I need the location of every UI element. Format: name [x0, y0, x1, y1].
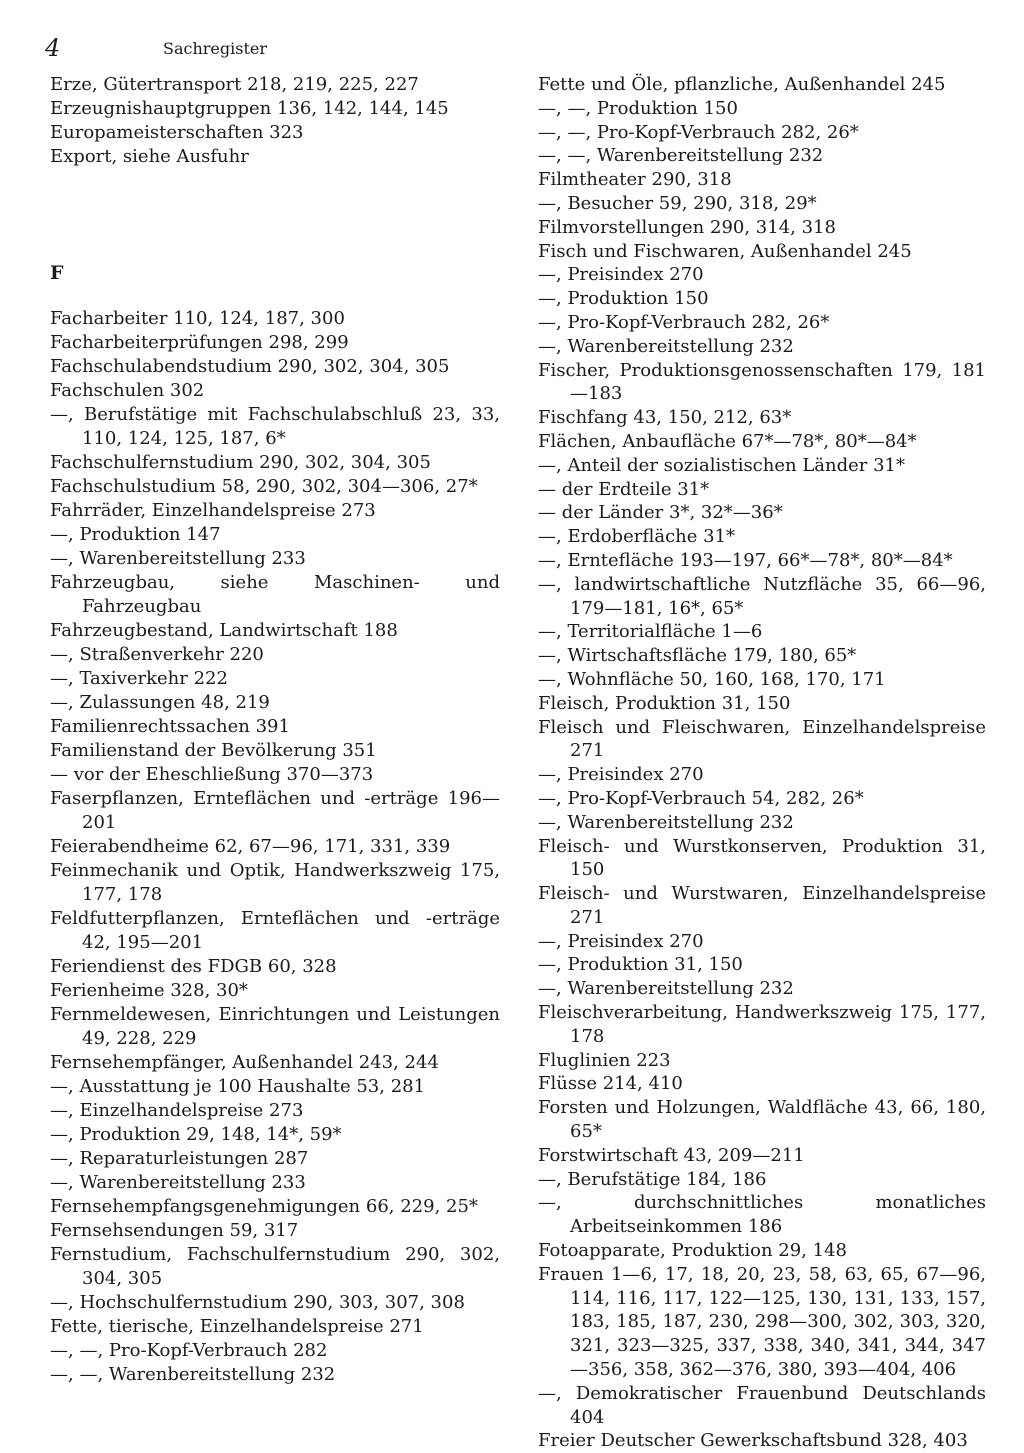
index-entry: Freier Deutscher Gewerkschaftsbund 328, 403	[538, 1430, 968, 1452]
index-entry: —, —, Pro-Kopf-Verbrauch 282, 26*	[538, 121, 859, 143]
index-entry: —, Produktion 31, 150	[538, 954, 743, 976]
index-entry: —, Preisindex 270	[538, 930, 704, 952]
index-entry: Fleischverarbeitung, Handwerkszweig 175, 177, 178	[538, 1002, 986, 1047]
index-entry: Frauen 1—6, 17, 18, 20, 23, 58, 63, 65, 67—96, 114, 116, 117, 122—125, 130, 131, 133, 157, 183, 185, 187, 230, 298—300, 302, 303, 320, 321, 323—325, 337, 338, 340, 341, 344, 347—356, 358, 362—376, 380, 393—404, 406	[538, 1263, 986, 1381]
index-entry: Flächen, Anbaufläche 67*—78*, 80*—84*	[538, 430, 917, 452]
right-column	[538, 73, 986, 1453]
index-entry: Fischer, Produktionsgenossenschaften 179, 181—183	[538, 359, 986, 405]
index-entry: Feldfutterpflanzen, Ernteflächen und -erträge 42, 195—201	[50, 908, 500, 953]
index-entry: —, Wirtschaftsfläche 179, 180, 65*	[538, 645, 857, 667]
index-entry: —, Warenbereitstellung 233	[50, 548, 306, 569]
index-entry: Facharbeiter 110, 124, 187, 300	[50, 308, 345, 329]
right-entries	[538, 73, 986, 1453]
index-entry: —, Produktion 147	[50, 524, 221, 545]
index-entry: —, Preisindex 270	[538, 264, 704, 286]
index-entry: —, Pro-Kopf-Verbrauch 54, 282, 26*	[538, 787, 864, 809]
index-entry: —, Berufstätige mit Fachschulabschluß 23, 33, 110, 124, 125, 187, 6*	[50, 404, 500, 449]
index-entry: Feierabendheime 62, 67—96, 171, 331, 339	[50, 836, 451, 857]
index-entry: —, Territorialfläche 1—6	[538, 621, 763, 643]
index-entry: —, Berufstätige 184, 186	[538, 1168, 767, 1190]
index-entry: —, —, Warenbereitstellung 232	[50, 1364, 336, 1385]
index-entry: Europameisterschaften 323	[50, 122, 304, 143]
index-entry: Familienstand der Bevölkerung 351	[50, 740, 377, 761]
index-entry: —, Produktion 29, 148, 14*, 59*	[50, 1124, 342, 1145]
index-entry: —, Hochschulfernstudium 290, 303, 307, 308	[50, 1292, 465, 1313]
index-entry: —, Preisindex 270	[538, 764, 704, 786]
index-entry: —, Anteil der sozialistischen Länder 31*	[538, 454, 906, 476]
left-column	[50, 73, 500, 1387]
index-entry: Fleisch und Fleischwaren, Einzelhandelspreise 271	[538, 716, 986, 762]
index-entry: —, landwirtschaftliche Nutzfläche 35, 66—96, 179—181, 16*, 65*	[538, 573, 986, 619]
index-entry: Fette und Öle, pflanzliche, Außenhandel 245	[538, 74, 946, 95]
index-entry: Fleisch- und Wurstwaren, Einzelhandelspreise 271	[538, 883, 986, 928]
index-entry: Feriendienst des FDGB 60, 328	[50, 956, 337, 977]
page-number: 4	[45, 34, 61, 62]
index-entry: —, Einzelhandelspreise 273	[50, 1100, 304, 1121]
index-entry: — der Länder 3*, 32*—36*	[538, 502, 783, 524]
index-entry: —, Warenbereitstellung 232	[538, 978, 794, 1000]
index-entry: —, Warenbereitstellung 232	[538, 335, 794, 357]
index-entry: —, Erdoberfläche 31*	[538, 526, 736, 548]
index-entry: Fachschulen 302	[50, 380, 205, 401]
index-entry: Erze, Gütertransport 218, 219, 225, 227	[50, 74, 419, 95]
index-entry: Feinmechanik und Optik, Handwerkszweig 175, 177, 178	[50, 860, 500, 905]
index-entry: Fahrzeugbestand, Landwirtschaft 188	[50, 620, 398, 641]
index-entry: Fotoapparate, Produktion 29, 148	[538, 1240, 848, 1262]
index-entry: —, Warenbereitstellung 233	[50, 1172, 306, 1193]
index-entry: Fischfang 43, 150, 212, 63*	[538, 407, 792, 429]
index-entry: —, Wohnfläche 50, 160, 168, 170, 171	[538, 668, 886, 690]
index-entry: —, —, Pro-Kopf-Verbrauch 282	[50, 1340, 328, 1361]
index-entry: — vor der Eheschließung 370—373	[50, 764, 374, 785]
index-entry: —, Zulassungen 48, 219	[50, 692, 270, 713]
index-entry: Facharbeiterprüfungen 298, 299	[50, 332, 349, 353]
index-entry: —, Demokratischer Frauenbund Deutschlands 404	[538, 1382, 986, 1428]
index-entry: Fette, tierische, Einzelhandelspreise 271	[50, 1316, 424, 1337]
index-entry: —, Warenbereitstellung 232	[538, 811, 794, 833]
index-entry: Fahrräder, Einzelhandelspreise 273	[50, 500, 376, 521]
index-entry: Fachschulfernstudium 290, 302, 304, 305	[50, 452, 431, 473]
index-entry: Fachschulabendstudium 290, 302, 304, 305	[50, 356, 450, 377]
index-entry: Fernsehempfangsgenehmigungen 66, 229, 25*	[50, 1196, 478, 1217]
index-entry: —, Pro-Kopf-Verbrauch 282, 26*	[538, 311, 830, 333]
index-entry: Fluglinien 223	[538, 1049, 671, 1071]
left-top-entries	[50, 73, 500, 169]
index-entry: —, Produktion 150	[538, 288, 709, 310]
index-entry: Fleisch, Produktion 31, 150	[538, 692, 791, 714]
index-entry: Fachschulstudium 58, 290, 302, 304—306, 27*	[50, 476, 478, 497]
index-entry: —, —, Warenbereitstellung 232	[538, 145, 824, 167]
index-entry: Faserpflanzen, Ernteflächen und -erträge 196—201	[50, 788, 500, 833]
index-entry: —, Taxiverkehr 222	[50, 668, 228, 689]
index-entry: Fleisch- und Wurstkonserven, Produktion 31, 150	[538, 835, 986, 881]
index-entry: Fernsehempfänger, Außenhandel 243, 244	[50, 1052, 439, 1073]
index-entry: —, Straßenverkehr 220	[50, 644, 264, 665]
section-spacer	[50, 169, 500, 261]
index-entry: —, Reparaturleistungen 287	[50, 1148, 309, 1169]
index-entry: —, Ausstattung je 100 Haushalte 53, 281	[50, 1076, 426, 1097]
index-entry: Fernstudium, Fachschulfernstudium 290, 302, 304, 305	[50, 1244, 500, 1289]
index-entry: Familienrechtssachen 391	[50, 716, 290, 737]
index-entry: Erzeugnishauptgruppen 136, 142, 144, 145	[50, 98, 449, 119]
index-entry: Fernsehsendungen 59, 317	[50, 1220, 299, 1241]
index-entry: Forsten und Holzungen, Waldfläche 43, 66, 180, 65*	[538, 1097, 986, 1143]
left-f-entries	[50, 307, 500, 1387]
index-entry: Export, siehe Ausfuhr	[50, 146, 249, 167]
index-entry: — der Erdteile 31*	[538, 478, 710, 500]
section-letter: F	[50, 262, 64, 284]
index-entry: Fahrzeugbau, siehe Maschinen- und Fahrzeugbau	[50, 572, 500, 617]
index-entry: Fernmeldewesen, Einrichtungen und Leistungen 49, 228, 229	[50, 1004, 500, 1049]
index-entry: —, —, Produktion 150	[538, 97, 738, 119]
index-entry: Flüsse 214, 410	[538, 1073, 683, 1095]
index-entry: Fisch und Fischwaren, Außenhandel 245	[538, 240, 912, 262]
index-entry: —, Erntefläche 193—197, 66*—78*, 80*—84*	[538, 549, 953, 571]
index-entry: —, Besucher 59, 290, 318, 29*	[538, 192, 817, 214]
index-entry: Forstwirtschaft 43, 209—211	[538, 1144, 805, 1166]
index-entry: —, durchschnittliches monatliches Arbeitseinkommen 186	[538, 1192, 986, 1238]
index-entry: Filmtheater 290, 318	[538, 169, 732, 191]
running-head: Sachregister	[163, 39, 267, 58]
index-entry: Filmvorstellungen 290, 314, 318	[538, 216, 836, 238]
index-entry: Ferienheime 328, 30*	[50, 980, 248, 1001]
